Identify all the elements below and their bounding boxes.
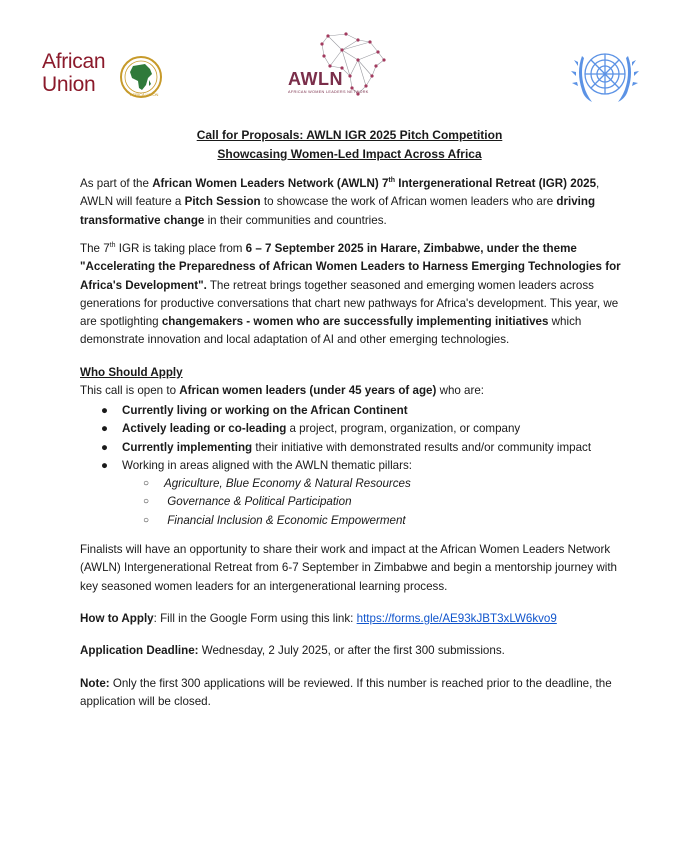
- list-item: ● Currently implementing their initiative with demonstrated results and/or community impact: [80, 439, 640, 457]
- eligibility-list: [80, 402, 640, 530]
- title-line-2: Showcasing Women-Led Impact Across Africa: [217, 147, 482, 161]
- bullet-icon: ●: [101, 404, 109, 417]
- circle-bullet-icon: ○: [143, 496, 150, 508]
- application-deadline: Application Deadline: Wednesday, 2 July 2025, or after the first 300 submissions.: [80, 644, 505, 657]
- circle-bullet-icon: ○: [143, 478, 150, 490]
- pillar-item: ○ Governance & Political Participation: [80, 493, 640, 511]
- awln-wordmark: AWLN: [288, 69, 343, 89]
- awln-logo: [286, 30, 396, 108]
- au-wordmark: African Union: [42, 50, 106, 96]
- how-to-apply: How to Apply: Fill in the Google Form using this link: https://forms.gle/AE93kJBT3xLW6kvo9: [80, 612, 557, 625]
- pillar-item: ○ Financial Inclusion & Economic Empowerment: [80, 512, 640, 530]
- bullet-icon: ●: [101, 422, 109, 436]
- bullet-icon: ●: [101, 440, 109, 454]
- note-paragraph: Note: Only the first 300 applications will be reviewed. If this number is reached prior to the deadline, the application will be closed.: [80, 677, 612, 709]
- title-line-1: Call for Proposals: AWLN IGR 2025 Pitch Competition: [196, 128, 503, 142]
- au-motto: AFRICA UNION: [130, 92, 159, 97]
- list-item: ● Working in areas aligned with the AWLN thematic pillars:: [80, 457, 640, 475]
- eligibility-intro: This call is open to African women leaders (under 45 years of age) who are:: [80, 384, 485, 397]
- pillar-item: ○ Agriculture, Blue Economy & Natural Resources: [80, 475, 640, 493]
- list-item: ● Actively leading or co-leading a project, program, organization, or company: [80, 420, 640, 438]
- theme-paragraph: The 7th IGR is taking place from 6 – 7 September 2025 in Harare, Zimbabwe, under the theme "Accelerating the Preparedness of African Women Leaders to Harness Emerging Technologies for Africa's Development". The retreat brings together seasoned and emerging women leaders across generations for productive conversations that chart new pathways for Africa's development. This year, we are spotlighting changemakers - women who are successfully implementing initiatives which demonstrate innovation and local adaptation of AI and other emerging technologies.: [80, 242, 621, 347]
- un-emblem-icon: [570, 42, 640, 108]
- african-union-logo: [42, 50, 172, 102]
- application-form-link[interactable]: https://forms.gle/AE93kJBT3xLW6kvo9: [356, 612, 557, 625]
- who-should-apply-heading: Who Should Apply: [80, 366, 183, 379]
- list-item: ● Currently living or working on the African Continent: [80, 402, 640, 420]
- bullet-icon: ●: [101, 458, 109, 472]
- awln-full-name: AFRICAN WOMEN LEADERS NETWORK: [288, 90, 369, 94]
- intro-paragraph: As part of the African Women Leaders Network (AWLN) 7th Intergenerational Retreat (IGR) 2025, AWLN will feature a Pitch Session to showcase the work of African women leaders who are driving transformative change in their communities and countries.: [80, 177, 600, 227]
- circle-bullet-icon: ○: [143, 514, 150, 526]
- finalists-paragraph: Finalists will have an opportunity to share their work and impact at the African Women Leaders Network (AWLN) Intergenerational Retreat from 6-7 September in Zimbabwe and begin a mentorship journey with key seasoned women leaders for an intergenerational learning process.: [80, 543, 618, 593]
- document-title: [0, 126, 699, 164]
